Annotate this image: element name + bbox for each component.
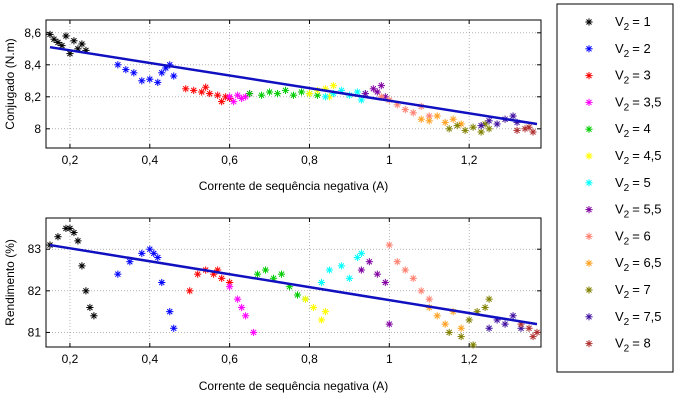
- legend-label: $V_2 = 6$: [615, 228, 651, 248]
- data-point: [266, 88, 273, 95]
- data-point: [206, 90, 213, 97]
- legend-label: $V_2 = 2$: [615, 40, 651, 60]
- data-point: [170, 72, 177, 79]
- data-point: [382, 279, 389, 286]
- data-point: [186, 287, 193, 294]
- x-tick-label: 0,8: [301, 352, 318, 366]
- data-point: [246, 90, 253, 97]
- data-point: [426, 117, 433, 124]
- data-point: [234, 296, 241, 303]
- data-point: [486, 117, 493, 124]
- x-tick-label: 0,6: [221, 352, 238, 366]
- efficiency-chart: [3, 218, 541, 393]
- data-point: [450, 116, 457, 123]
- data-point: [226, 283, 233, 290]
- data-point: [234, 92, 241, 99]
- data-point: [458, 325, 465, 332]
- data-point: [194, 271, 201, 278]
- data-point: [214, 92, 221, 99]
- data-point: [509, 312, 516, 319]
- data-point: [218, 98, 225, 105]
- data-point: [470, 341, 477, 348]
- torque-ticks: [24, 20, 541, 167]
- data-point: [418, 287, 425, 294]
- legend-label: $V_2 = 5,5$: [615, 201, 662, 221]
- y-tick-label: 8,6: [24, 25, 41, 40]
- data-point: [326, 266, 333, 273]
- x-tick-label: 1,2: [460, 153, 478, 167]
- legend-marker: [585, 72, 592, 79]
- y-tick-label: 82: [27, 283, 41, 298]
- x-tick-label: 1,2: [460, 352, 478, 366]
- efficiency-x-axis-label: Corrente de sequência negativa (A): [198, 379, 389, 393]
- legend-marker: [585, 99, 592, 106]
- data-point: [250, 329, 257, 336]
- data-point: [442, 321, 449, 328]
- data-point: [402, 106, 409, 113]
- data-point: [290, 92, 297, 99]
- data-point: [190, 87, 197, 94]
- data-point: [226, 93, 233, 100]
- y-tick-label: 81: [27, 325, 41, 340]
- trend-line: [50, 245, 537, 324]
- legend-marker: [585, 233, 592, 240]
- data-point: [166, 308, 173, 315]
- data-point: [529, 128, 536, 135]
- legend-marker: [585, 126, 592, 133]
- data-point: [366, 258, 373, 265]
- data-point: [486, 296, 493, 303]
- data-point: [218, 275, 225, 282]
- data-point: [322, 93, 329, 100]
- legend-label: $V_2 = 8$: [615, 335, 651, 355]
- data-point: [446, 329, 453, 336]
- data-point: [509, 112, 516, 119]
- data-point: [146, 76, 153, 83]
- legend-label: $V_2 = 4$: [615, 121, 651, 141]
- torque-x-axis-label: Corrente de sequência negativa (A): [198, 179, 389, 193]
- data-point: [86, 304, 93, 311]
- data-point: [358, 266, 365, 273]
- data-point: [458, 333, 465, 340]
- trend-line: [50, 47, 537, 124]
- data-point: [78, 40, 85, 47]
- torque-trend: [50, 47, 537, 124]
- data-point: [386, 241, 393, 248]
- data-point: [198, 88, 205, 95]
- data-point: [238, 304, 245, 311]
- data-point: [374, 88, 381, 95]
- data-point: [82, 287, 89, 294]
- data-point: [114, 271, 121, 278]
- legend-marker: [585, 340, 592, 347]
- data-point: [322, 308, 329, 315]
- x-tick-label: 1: [385, 352, 393, 366]
- legend-label: $V_2 = 1$: [615, 14, 651, 33]
- data-point: [346, 275, 353, 282]
- data-point: [274, 90, 281, 97]
- data-point: [78, 262, 85, 269]
- data-point: [294, 291, 301, 298]
- data-point: [170, 325, 177, 332]
- torque-chart: [3, 20, 541, 193]
- data-point: [242, 312, 249, 319]
- data-point: [262, 266, 269, 273]
- torque-y-axis-label: Conjugado (N.m): [3, 38, 17, 130]
- legend-label: $V_2 = 7,5$: [615, 308, 662, 328]
- data-point: [454, 122, 461, 129]
- data-point: [254, 271, 261, 278]
- y-tick-label: 83: [27, 242, 41, 257]
- data-point: [533, 329, 540, 336]
- data-point: [466, 316, 473, 323]
- data-point: [130, 69, 137, 76]
- y-tick-label: 8,2: [24, 89, 41, 104]
- legend-marker: [585, 313, 592, 320]
- legend-label: $V_2 = 3$: [615, 67, 651, 87]
- data-point: [158, 69, 165, 76]
- data-point: [138, 250, 145, 257]
- efficiency-trend: [50, 245, 537, 324]
- y-tick-label: 8: [34, 121, 41, 136]
- data-point: [470, 124, 477, 131]
- legend-marker: [585, 286, 592, 293]
- data-point: [54, 233, 61, 240]
- x-tick-label: 0,4: [141, 352, 159, 366]
- legend: [557, 4, 673, 372]
- legend-label: $V_2 = 7$: [615, 282, 651, 301]
- data-point: [462, 127, 469, 134]
- data-point: [242, 93, 249, 100]
- efficiency-plot-frame: [46, 218, 541, 347]
- data-point: [394, 258, 401, 265]
- data-point: [122, 66, 129, 73]
- data-point: [66, 225, 73, 232]
- legend-marker: [585, 45, 592, 52]
- legend-marker: [585, 18, 592, 25]
- legend-label: $V_2 = 6,5$: [615, 255, 662, 275]
- data-point: [478, 128, 485, 135]
- data-point: [158, 279, 165, 286]
- x-tick-label: 0,4: [141, 153, 159, 167]
- data-point: [486, 325, 493, 332]
- efficiency-points: [46, 225, 540, 349]
- x-tick-label: 0,8: [301, 153, 318, 167]
- x-tick-label: 0,6: [221, 153, 238, 167]
- legend-marker: [585, 152, 592, 159]
- data-point: [482, 304, 489, 311]
- data-point: [46, 31, 53, 38]
- legend-label: $V_2 = 5$: [615, 174, 651, 194]
- data-point: [525, 325, 532, 332]
- data-point: [318, 316, 325, 323]
- data-point: [298, 88, 305, 95]
- data-point: [138, 77, 145, 84]
- data-point: [114, 61, 121, 68]
- data-point: [310, 304, 317, 311]
- data-point: [525, 124, 532, 131]
- data-point: [302, 296, 309, 303]
- data-point: [230, 98, 237, 105]
- data-point: [306, 90, 313, 97]
- data-point: [154, 79, 161, 86]
- data-point: [410, 109, 417, 116]
- data-point: [182, 85, 189, 92]
- data-point: [426, 296, 433, 303]
- data-point: [74, 237, 81, 244]
- data-point: [258, 92, 265, 99]
- y-tick-label: 8,4: [24, 57, 41, 72]
- data-point: [278, 271, 285, 278]
- efficiency-gridlines: [46, 218, 541, 347]
- data-point: [374, 271, 381, 278]
- data-point: [402, 266, 409, 273]
- data-point: [434, 312, 441, 319]
- legend-marker: [585, 260, 592, 267]
- data-point: [410, 275, 417, 282]
- data-point: [434, 112, 441, 119]
- data-point: [493, 120, 500, 127]
- data-point: [50, 36, 57, 43]
- data-point: [513, 127, 520, 134]
- data-point: [338, 262, 345, 269]
- data-point: [386, 321, 393, 328]
- data-point: [318, 279, 325, 286]
- x-tick-label: 1: [385, 153, 393, 167]
- legend-label: $V_2 = 4,5$: [615, 148, 662, 167]
- data-point: [70, 37, 77, 44]
- data-point: [330, 82, 337, 89]
- data-point: [370, 85, 377, 92]
- legend-marker: [585, 179, 592, 186]
- x-tick-label: 0,2: [61, 153, 79, 167]
- data-point: [446, 125, 453, 132]
- x-tick-label: 0,2: [61, 352, 79, 366]
- efficiency-ticks: [28, 218, 541, 366]
- data-point: [54, 39, 61, 46]
- data-point: [418, 116, 425, 123]
- data-point: [90, 312, 97, 319]
- data-point: [378, 82, 385, 89]
- efficiency-y-axis-label: Rendimento (%): [3, 239, 17, 326]
- data-point: [442, 119, 449, 126]
- data-point: [62, 32, 69, 39]
- legend-label: $V_2 = 3,5$: [615, 94, 662, 114]
- torque-points: [46, 31, 536, 136]
- legend-marker: [585, 206, 592, 213]
- data-point: [486, 125, 493, 132]
- data-point: [501, 321, 508, 328]
- data-point: [202, 84, 209, 91]
- data-point: [282, 87, 289, 94]
